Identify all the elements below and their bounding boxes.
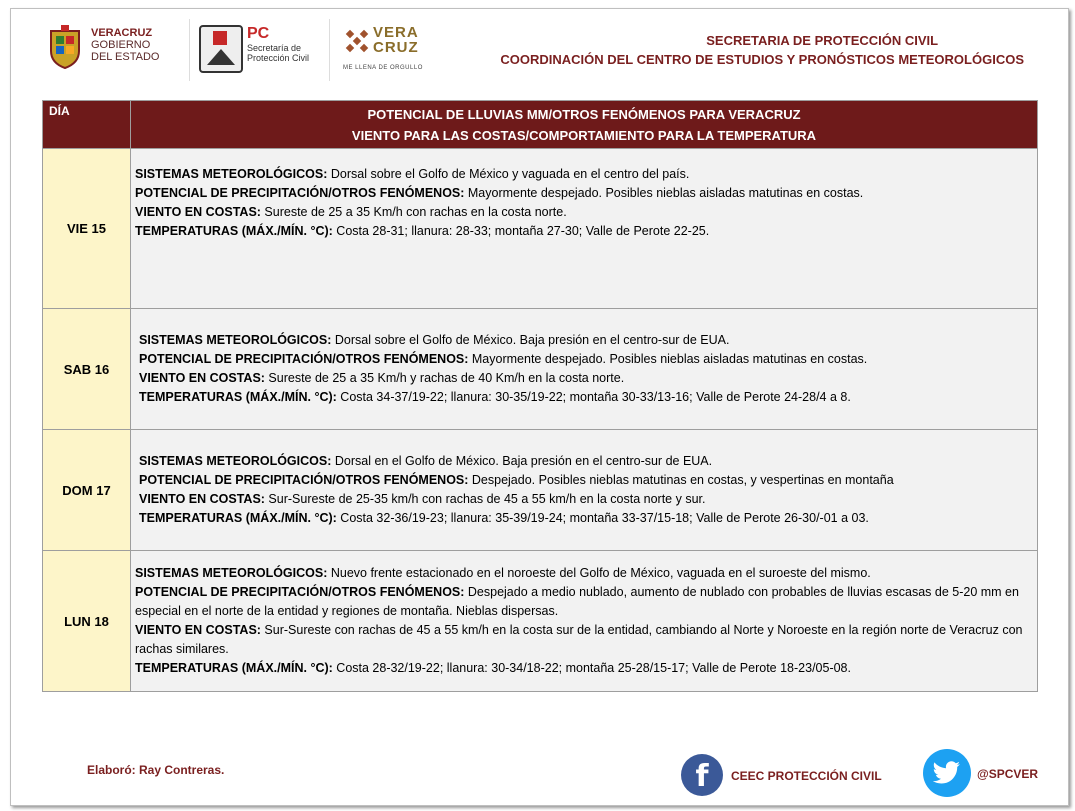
veracruz-government-logo xyxy=(47,23,197,75)
twitter-link[interactable]: @SPCVER xyxy=(977,767,1039,781)
twitter-bird-icon[interactable] xyxy=(923,749,971,797)
table-header-row xyxy=(43,101,1038,149)
forecast-line: POTENCIAL DE PRECIPITACIÓN/OTROS FENÓMENOS: Mayormente despejado. Posibles nieblas aisladas matutinas en costas. xyxy=(135,186,864,200)
day-label: VIE 15 xyxy=(43,149,131,309)
logo-line: Protección Civil xyxy=(247,53,310,63)
forecast-line: SISTEMAS METEOROLÓGICOS: Dorsal sobre el Golfo de México y vaguada en el centro del país. xyxy=(135,167,690,181)
column-header-day: DÍA xyxy=(43,101,131,149)
forecast-line: SISTEMAS METEOROLÓGICOS: Dorsal sobre el Golfo de México. Baja presión en el centro-sur de EUA. xyxy=(139,333,730,347)
author-credit: Elaboró: Ray Contreras. xyxy=(87,763,225,777)
table-row xyxy=(43,551,1038,692)
institution-line: COORDINACIÓN DEL CENTRO DE ESTUDIOS Y PRONÓSTICOS METEOROLÓGICOS xyxy=(500,52,1024,67)
forecast-line: SISTEMAS METEOROLÓGICOS: Dorsal en el Golfo de México. Baja presión en el centro-sur de EUA. xyxy=(139,454,713,468)
forecast-line: POTENCIAL DE PRECIPITACIÓN/OTROS FENÓMENOS: Despejado a medio nublado, aumento de nublado con probables de lluvias escasas de 5-20 mm en especial en el norte de la entidad y regiones de montaña. Nieblas dispersas. xyxy=(135,585,1019,618)
forecast-cell xyxy=(131,309,1038,430)
logo-divider xyxy=(189,19,190,81)
table-row xyxy=(43,149,1038,309)
facebook-icon[interactable]: f xyxy=(681,754,723,796)
civil-protection-logo xyxy=(197,21,317,77)
forecast-cell xyxy=(131,149,1038,309)
civil-protection-text xyxy=(247,25,309,63)
table-row xyxy=(43,309,1038,430)
forecast-cell xyxy=(131,551,1038,692)
forecast-line: VIENTO EN COSTAS: Sureste de 25 a 35 Km/h y rachas de 40 Km/h en la costa norte. xyxy=(139,371,625,385)
pc-title: PC xyxy=(247,25,270,42)
logo-line: VERACRUZ xyxy=(91,27,153,39)
civil-protection-badge-icon xyxy=(199,25,243,73)
forecast-line: SISTEMAS METEOROLÓGICOS: Nuevo frente estacionado en el noroeste del Golfo de México, vaguada en el suroeste del mismo. xyxy=(135,566,871,580)
forecast-line: TEMPERATURAS (MÁX./MÍN. °C): Costa 34-37/19-22; llanura: 30-35/19-22; montaña 30-33/13-16; Valle de Perote 24-28/4 a 8. xyxy=(139,390,851,404)
forecast-line: TEMPERATURAS (MÁX./MÍN. °C): Costa 28-32/19-22; llanura: 30-34/18-22; montaña 25-28/15-17; Valle de Perote 18-23/05-08. xyxy=(135,661,851,675)
column-header-forecast: POTENCIAL DE LLUVIAS MM/OTROS FENÓMENOS PARA VERACRUZ VIENTO PARA LAS COSTAS/COMPORTAMIENTO PARA LA TEMPERATURA xyxy=(131,101,1038,149)
forecast-line: POTENCIAL DE PRECIPITACIÓN/OTROS FENÓMENOS: Mayormente despejado. Posibles nieblas aisladas matutinas en costas. xyxy=(139,352,868,366)
veracruz-brand-tagline: ME LLENA DE ORGULLO xyxy=(343,65,423,71)
forecast-table xyxy=(42,100,1038,692)
logo-divider xyxy=(329,19,330,81)
veracruz-government-text xyxy=(91,27,159,63)
institution-line: SECRETARIA DE PROTECCIÓN CIVIL xyxy=(706,33,939,48)
veracruz-brand-logo xyxy=(337,19,447,79)
forecast-line: TEMPERATURAS (MÁX./MÍN. °C): Costa 28-31; llanura: 28-33; montaña 27-30; Valle de Perote 22-25. xyxy=(135,224,710,238)
forecast-cell xyxy=(131,430,1038,551)
forecast-line: VIENTO EN COSTAS: Sur-Sureste de 25-35 km/h con rachas de 45 a 55 km/h en la costa norte y sur. xyxy=(139,492,706,506)
veracruz-brand-title: VERA CRUZ xyxy=(373,24,419,56)
state-crest-icon xyxy=(47,25,83,69)
forecast-line: POTENCIAL DE PRECIPITACIÓN/OTROS FENÓMENOS: Despejado. Posibles nieblas matutinas en costas, y vespertinas en montaña xyxy=(139,473,894,487)
forecast-line: TEMPERATURAS (MÁX./MÍN. °C): Costa 32-36/19-23; llanura: 35-39/19-24; montaña 33-37/15-18; Valle de Perote 26-30/-01 a 03. xyxy=(139,511,869,525)
table-row xyxy=(43,430,1038,551)
header xyxy=(11,9,1068,99)
facebook-link[interactable]: CEEC PROTECCIÓN CIVIL xyxy=(731,769,882,783)
day-label: DOM 17 xyxy=(43,430,131,551)
forecast-line: VIENTO EN COSTAS: Sur-Sureste con rachas de 45 a 55 km/h en la costa sur de la entidad, cambiando al Norte y Noroeste en la región norte de Veracruz con rachas similares. xyxy=(135,623,1023,656)
logo-line: DEL ESTADO xyxy=(91,51,160,63)
logo-line: Secretaría de xyxy=(247,43,302,53)
logo-line: GOBIERNO xyxy=(91,39,151,51)
forecast-line: VIENTO EN COSTAS: Sureste de 25 a 35 Km/h con rachas en la costa norte. xyxy=(135,205,567,219)
day-label: LUN 18 xyxy=(43,551,131,692)
bulletin-page xyxy=(10,8,1069,806)
veracruz-pattern-icon xyxy=(345,29,371,55)
day-label: SAB 16 xyxy=(43,309,131,430)
institution-heading xyxy=(500,31,1024,69)
